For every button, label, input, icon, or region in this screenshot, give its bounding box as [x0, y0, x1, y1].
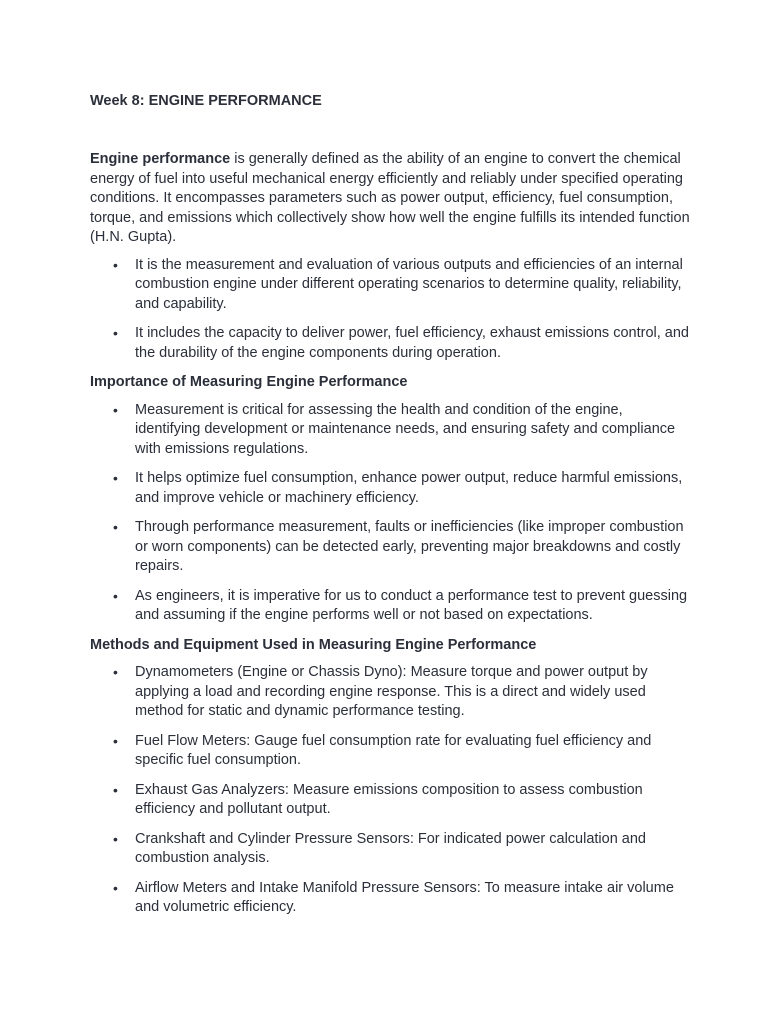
list-item-text: Airflow Meters and Intake Manifold Pressure Sensors: To measure intake air volume and volumetric efficiency.: [135, 879, 674, 915]
list-item: [90, 401, 690, 460]
list-item: [90, 518, 690, 577]
list-item-text: It helps optimize fuel consumption, enhance power output, reduce harmful emissions, and improve vehicle or machinery efficiency.: [135, 470, 683, 506]
intro-text: is generally defined as the ability of an engine to convert the chemical energy of fuel into useful mechanical energy efficiently and reliably under specified operating conditions. It encompasses parameters such as power output, efficiency, fuel consumption, torque, and emissions which collectively show how well the engine fulfills its intended function (H.N. Gupta).: [90, 151, 690, 245]
bullet-icon: •: [113, 732, 118, 749]
bullet-icon: •: [113, 587, 118, 604]
list-item-text: Crankshaft and Cylinder Pressure Sensors: For indicated power calculation and combustion analysis.: [135, 830, 646, 866]
bullet-icon: •: [113, 401, 118, 418]
intro-paragraph: [90, 150, 690, 248]
bullet-icon: •: [113, 470, 118, 486]
document-title: Week 8: ENGINE PERFORMANCE: [90, 93, 322, 109]
list-item-text: It is the measurement and evaluation of various outputs and efficiencies of an internal combustion engine under different operating scenarios to determine quality, reliability, and capability.: [135, 256, 683, 312]
bullet-icon: •: [113, 781, 118, 798]
document-page: [90, 90, 690, 928]
list-item-text: Through performance measurement, faults or inefficiencies (like improper combustion or worn components) can be detected early, preventing major breakdowns and costly repairs.: [135, 519, 684, 574]
intro-bullet-list: [90, 256, 690, 364]
bullet-icon: •: [113, 519, 118, 535]
list-item-text: As engineers, it is imperative for us to conduct a performance test to prevent guessing and assuming if the engine performs well or not based on expectations.: [135, 587, 688, 623]
list-item-text: Fuel Flow Meters: Gauge fuel consumption rate for evaluating fuel efficiency and specific fuel consumption.: [135, 732, 652, 768]
bullet-icon: •: [113, 830, 118, 847]
list-item: [90, 587, 690, 626]
list-item-text: Dynamometers (Engine or Chassis Dyno): Measure torque and power output by applying a load and recording engine response. This is a direct and widely used method for static and dynamic performance testing.: [135, 664, 648, 719]
bullet-icon: •: [113, 325, 118, 341]
section-heading-methods: Methods and Equipment Used in Measuring Engine Performance: [90, 636, 537, 653]
list-item: [90, 469, 690, 508]
list-item: [90, 879, 690, 918]
list-item: [90, 732, 690, 771]
list-item: [90, 830, 690, 869]
list-item: [90, 781, 690, 820]
bullet-icon: •: [113, 879, 118, 896]
list-item-text: Measurement is critical for assessing the health and condition of the engine, identifying development or maintenance needs, and ensuring safety and compliance with emissions regulations.: [135, 401, 676, 457]
bullet-icon: •: [113, 256, 118, 273]
intro-bold-term: Engine performance: [90, 151, 231, 167]
section-heading-importance: Importance of Measuring Engine Performance: [90, 374, 408, 390]
list-item-text: Exhaust Gas Analyzers: Measure emissions composition to assess combustion efficiency and pollutant output.: [135, 781, 643, 817]
methods-bullet-list: [90, 663, 690, 918]
bullet-icon: •: [113, 664, 118, 680]
list-item: [90, 256, 690, 315]
list-item: [90, 663, 690, 722]
list-item-text: It includes the capacity to deliver power, fuel efficiency, exhaust emissions control, and the durability of the engine components during operation.: [135, 325, 689, 361]
importance-bullet-list: [90, 401, 690, 626]
list-item: [90, 324, 690, 363]
